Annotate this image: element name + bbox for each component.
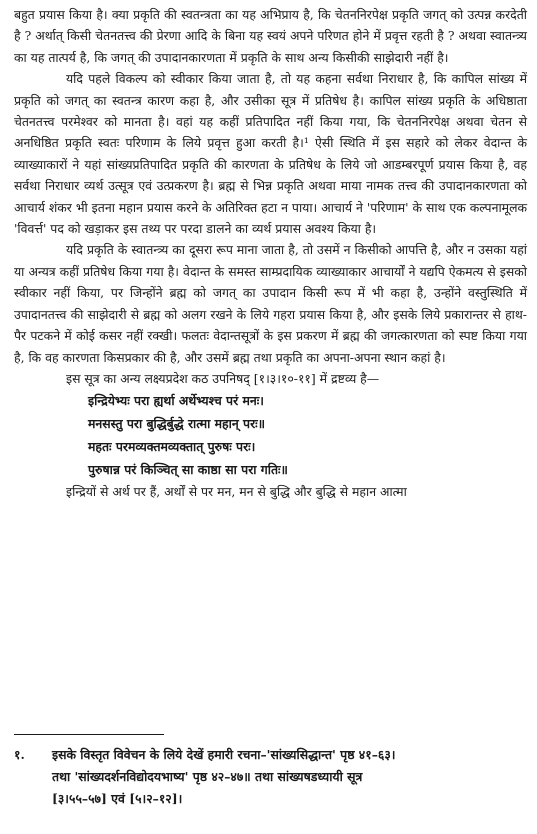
closing-line: इन्द्रियों से अर्थ पर हैं, अर्थों से पर मन, मन से बुद्धि और बुद्धि से महान आत्मा bbox=[66, 484, 407, 500]
paragraph-2: यदि पहले विकल्प को स्वीकार किया जाता है, तो यह कहना सर्वथा निराधार है, कि कापिल सांख्य में प्रकृति को जगत् का स्वतन्त्र कारण कहा है, और उसीका सूत्र में प्रतिषेध है। कापिल सांख्य प्रकृति के अधिष्ठाता चेतनतत्त्व परमेश्वर को मानता है। वहां यह कहीं प्रतिपादित नहीं किया गया, कि चेतननिरपेक्ष अथवा चेतन से अनधिष्ठित प्रकृति स्वतः परिणाम के लिये प्रवृत्त हुआ करती है।¹ ऐसी स्थिति में इस सहारे को लेकर वेदान्त के व्याख्याकारों ने यहां सांख्यप्रतिपादित प्रकृति की कारणता के प्रतिषेध के लिये जो आडम्बरपूर्ण प्रयास किया है, वह सर्वथा निराधार व्यर्थ उत्सूत्र एवं उत्प्रकरण है। ब्रह्म से भिन्न प्रकृति अथवा माया नामक तत्त्व की उपादानकारणता को आचार्य शंकर भी इतना महान प्रयास करने के अतिरिक्त हटा न पाया। आचार्य ने 'परिणाम' के साथ एक कल्पनामूलक 'विवर्त्त' पद को खड़ाकर इस तथ्य पर परदा डालने का व्यर्थ प्रयास अवश्य किया है। bbox=[14, 71, 528, 237]
main-text bbox=[14, 4, 527, 389]
verse-line-3: महतः परमव्यक्तमव्यक्तात् पुरुषः परः। bbox=[88, 439, 256, 455]
paragraph-3: यदि प्रकृति के स्वातन्त्र्य का दूसरा रूप माना जाता है, तो उसमें न किसीको आपत्ति है, और न उसका यहां या अन्यत्र कहीं प्रतिषेध किया गया है। वेदान्त के समस्त साम्प्रदायिक व्याख्याकार आचार्यों ने यद्यपि ऐकमत्य से इसको स्वीकार नहीं किया, पर जिन्होंने ब्रह्म को जगत् का उपादान किसी रूप में भी कहा है, उन्होंने वस्तुस्थिति में उपादानतत्त्व की साझेदारी से ब्रह्म को अलग रखने के लिये गहरा प्रयास किया है, और इसके लिये प्रकारान्तर से हाथ-पैर पटकने में कोई कसर नहीं रक्खी। फलतः वेदान्तसूत्रों के इस प्रकरण में ब्रह्म की जगत्कारणता को स्पष्ट किया गया है, कि वह कारणता किसप्रकार की है, और उसमें ब्रह्म तथा प्रकृति का अपना-अपना स्थान कहां है। bbox=[14, 242, 527, 365]
verse-block bbox=[14, 389, 527, 481]
footnote bbox=[14, 744, 527, 810]
footnote-divider bbox=[14, 734, 164, 735]
footnote-number: १. bbox=[14, 747, 25, 762]
verse-line-1: इन्द्रियेभ्यः परा ह्यर्था अर्थेभ्यश्च परं मनः। bbox=[88, 393, 264, 409]
footnote-line-3: [३।५५–५७] एवं [५।२–१२]। bbox=[52, 791, 183, 806]
verse-line-2: मनसस्तु परा बुद्धिर्बुद्धे रात्मा महान् परः॥ bbox=[88, 416, 266, 432]
closing-text bbox=[14, 481, 527, 502]
paragraph-1: बहुत प्रयास किया है। क्या प्रकृति की स्वतन्त्रता का यह अभिप्राय है, कि चेतननिरपेक्ष प्रकृति जगत् को उत्पन्न करदेती है ? अर्थात् किसी चेतनतत्त्व की प्रेरणा आदि के बिना यह स्वयं अपने परिणत होने में प्रवृत्त रहती है ? अथवा स्वातन्त्र्य का यह तात्पर्य है, कि जगत् की उपादानकारणता में प्रकृति के साथ अन्य किसीकी साझेदारी नहीं है। bbox=[14, 7, 527, 65]
footnote-line-1: इसके विस्तृत विवेचन के लिये देखें हमारी रचना–'सांख्यसिद्धान्त' पृष्ठ ४१–६३। bbox=[52, 747, 396, 762]
paragraph-4: इस सूत्र का अन्य लक्ष्यप्रदेश कठ उपनिषद् [१।३।१०-११] में द्रष्टव्य है— bbox=[66, 370, 380, 386]
verse-line-4: पुरुषान्न परं किञ्चित् सा काष्ठा सा परा गतिः॥ bbox=[88, 462, 288, 478]
footnote-line-2: तथा 'सांख्यदर्शनविद्योदयभाष्य' पृष्ठ ४२–४७॥ तथा सांख्यषडध्यायी सूत्र bbox=[52, 769, 363, 784]
